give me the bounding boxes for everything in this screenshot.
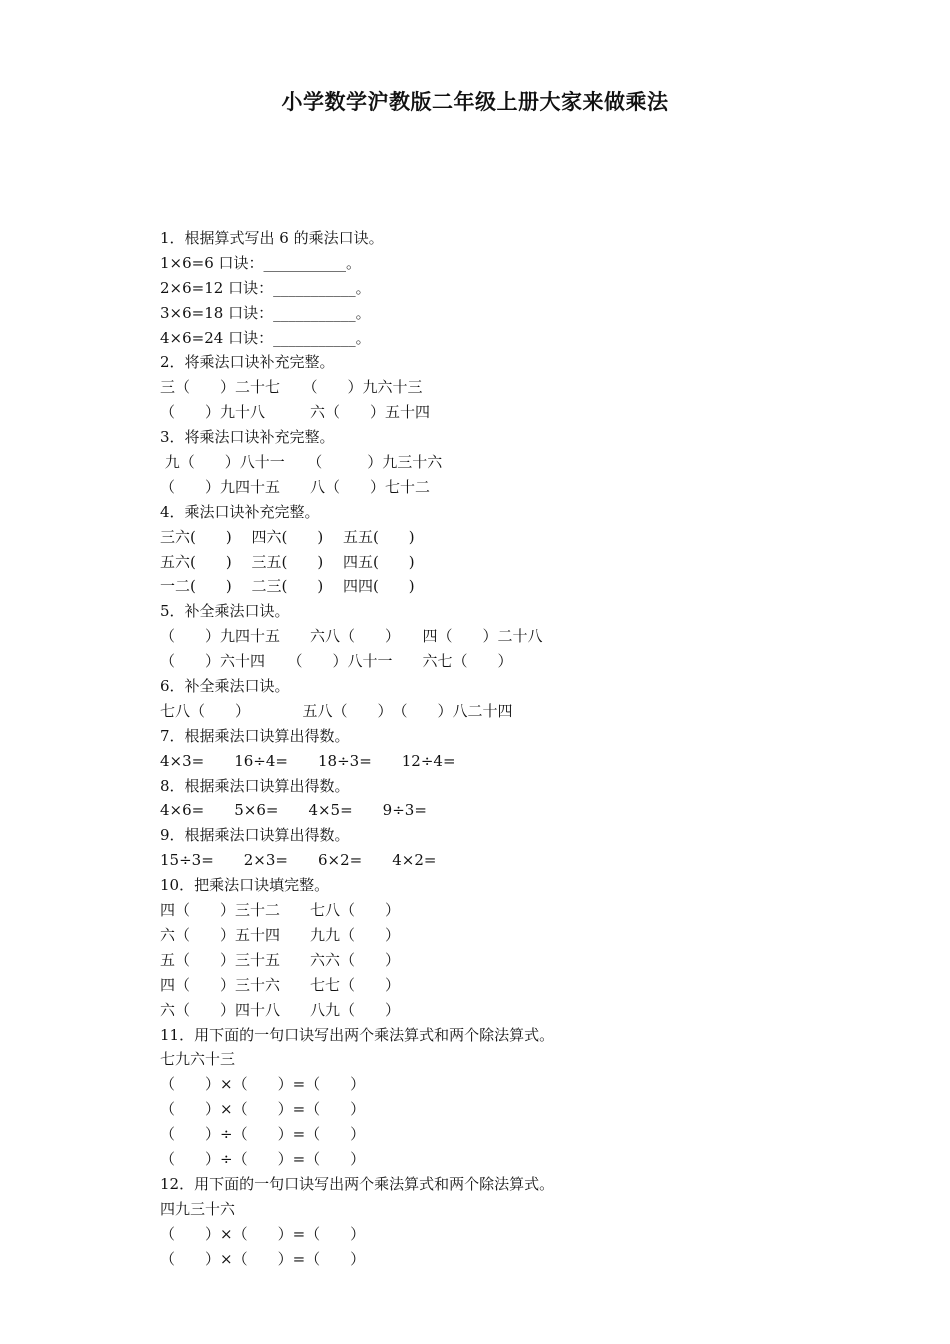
question-4-line: 五六( ) 三五( ) 四五( ) [160,552,415,571]
question-10-heading: 10．把乘法口诀填完整。 [160,876,330,895]
question-3-heading: 3．将乘法口诀补充完整。 [160,428,335,447]
question-10-line: 四（ ）三十二 七八（ ） [160,901,401,920]
question-11-rhyme: 七九六十三 [160,1050,236,1069]
question-12-line: （ ）×（ ）=（ ） [160,1224,366,1243]
question-2-line: （ ）九十八 六（ ）五十四 [160,403,431,422]
question-10-line: 六（ ）五十四 九九（ ） [160,925,401,944]
question-4-line: 一二( ) 二三( ) 四四( ) [160,577,415,596]
question-3-line: 九（ ）八十一 （ ）九三十六 [160,453,443,472]
question-12-line: （ ）×（ ）=（ ） [160,1249,366,1268]
question-11-line: （ ）÷（ ）=（ ） [160,1125,366,1144]
question-1-line: 1×6=6 口诀：___________。 [160,253,362,272]
question-2-heading: 2．将乘法口诀补充完整。 [160,353,335,372]
question-8-line: 4×6= 5×6= 4×5= 9÷3= [160,801,427,820]
question-9-heading: 9．根据乘法口诀算出得数。 [160,826,350,845]
question-2-line: 三（ ）二十七 （ ）九六十三 [160,378,423,397]
question-9-line: 15÷3= 2×3= 6×2= 4×2= [160,851,437,870]
question-1-line: 3×6=18 口诀：___________。 [160,303,371,322]
question-10-line: 五（ ）三十五 六六（ ） [160,950,401,969]
page-title: 小学数学沪教版二年级上册大家来做乘法 [281,90,669,114]
question-11-line: （ ）×（ ）=（ ） [160,1100,366,1119]
question-1-line: 2×6=12 口诀：___________。 [160,278,371,297]
question-8-heading: 8．根据乘法口诀算出得数。 [160,776,350,795]
question-10-line: 六（ ）四十八 八九（ ） [160,1000,401,1019]
question-11-line: （ ）÷（ ）=（ ） [160,1149,366,1168]
question-6-line: 七八（ ） 五八（ ） （ ）八二十四 [160,701,513,720]
question-7-line: 4×3= 16÷4= 18÷3= 12÷4= [160,751,456,770]
question-11-heading: 11．用下面的一句口诀写出两个乘法算式和两个除法算式。 [160,1025,555,1044]
question-5-heading: 5．补全乘法口诀。 [160,602,290,621]
question-11-line: （ ）×（ ）=（ ） [160,1075,366,1094]
question-12-rhyme: 四九三十六 [160,1199,236,1218]
question-6-heading: 6．补全乘法口诀。 [160,677,290,696]
question-4-line: 三六( ) 四六( ) 五五( ) [160,527,415,546]
question-1-heading: 1．根据算式写出 6 的乘法口诀。 [160,229,384,247]
question-3-line: （ ）九四十五 八（ ）七十二 [160,477,431,496]
question-5-line: （ ）九四十五 六八（ ） 四（ ）二十八 [160,627,543,646]
question-7-heading: 7．根据乘法口诀算出得数。 [160,726,350,745]
worksheet-body [160,226,800,1271]
question-12-heading: 12．用下面的一句口诀写出两个乘法算式和两个除法算式。 [160,1174,555,1193]
question-4-heading: 4．乘法口诀补充完整。 [160,502,320,521]
question-1-line: 4×6=24 口诀：___________。 [160,328,371,347]
question-10-line: 四（ ）三十六 七七（ ） [160,975,401,994]
question-5-line: （ ）六十四 （ ）八十一 六七（ ） [160,652,513,671]
